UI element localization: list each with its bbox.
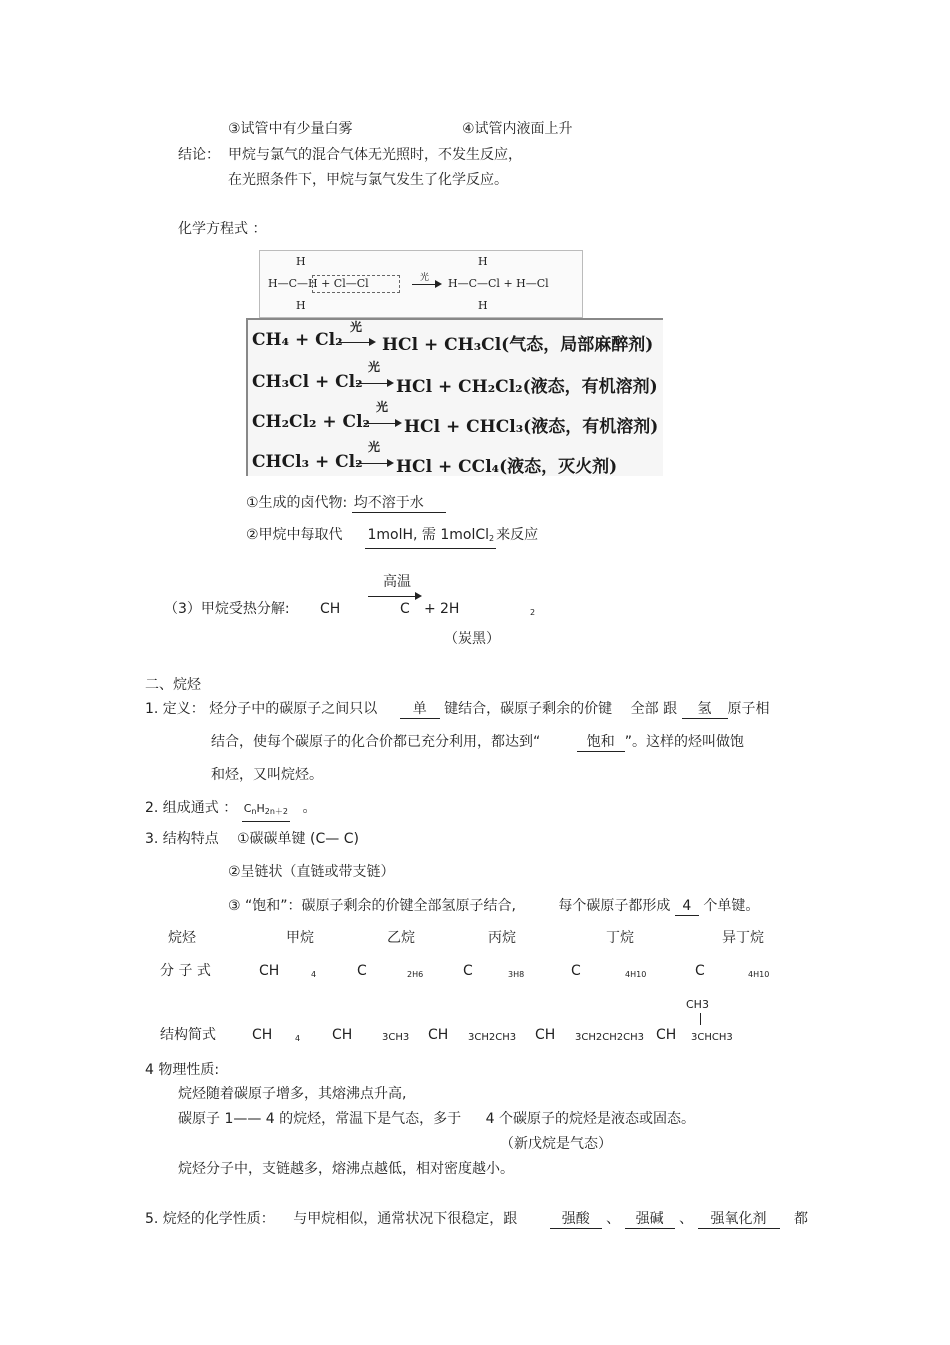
blank-strong-oxidant: 强氧化剂 bbox=[698, 1210, 780, 1229]
note-1-label: ①生成的卤代物: bbox=[246, 495, 348, 511]
struct-butane: CH bbox=[535, 1027, 556, 1043]
chem-tail: 都 bbox=[793, 1211, 808, 1227]
note-2 bbox=[246, 526, 538, 549]
chem-sep-1: 、 bbox=[606, 1211, 621, 1227]
mol-propane: C bbox=[463, 963, 473, 979]
blank-single: 单 bbox=[400, 700, 440, 719]
chem-text: 与甲烷相似，通常状况下很稳定，跟 bbox=[293, 1211, 518, 1227]
struct-propane: CH bbox=[428, 1027, 449, 1043]
eq3-cond: 光 bbox=[376, 400, 389, 414]
observation-4: ④试管内液面上升 bbox=[462, 121, 573, 137]
eq4-right: HCl + CCl₄(液态，灭火剂) bbox=[396, 457, 618, 477]
struct-ethane-rest: 3CH3 bbox=[382, 1032, 410, 1043]
phys-1: 烷烃随着碳原子增多，其熔沸点升高, bbox=[178, 1086, 407, 1102]
blank-strong-base: 强碱 bbox=[625, 1210, 675, 1229]
def-g: 和烃，又叫烷烃。 bbox=[211, 767, 323, 783]
struct-right-mid: H—C—Cl + H—Cl bbox=[448, 277, 549, 290]
struct-light: 光 bbox=[420, 273, 430, 283]
header-propane: 丙烷 bbox=[488, 930, 516, 946]
def-c: 全部 跟 bbox=[630, 701, 678, 717]
header-methane: 甲烷 bbox=[286, 930, 314, 946]
eq2-left: CH₃Cl + Cl₂ bbox=[252, 372, 363, 392]
struct-propane-rest: 3CH2CH3 bbox=[468, 1032, 517, 1043]
note-2-sub: 2 bbox=[489, 534, 495, 543]
def-b: 键结合，碳原子剩余的价键 bbox=[444, 701, 613, 717]
formula-2n2: 2n＋2 bbox=[264, 807, 289, 816]
definition-line-1 bbox=[145, 700, 770, 719]
def-label: 1. 定义： bbox=[145, 701, 205, 717]
formula-n: n bbox=[251, 807, 257, 816]
def-d: 原子相 bbox=[727, 701, 770, 717]
mol-isobutane-sub: 4H10 bbox=[748, 970, 770, 979]
note-2-value: 1molH, 需 1molCl bbox=[367, 527, 490, 543]
decomp-sub: 2 bbox=[530, 608, 536, 617]
blank-hydrogen: 氢 bbox=[682, 700, 728, 719]
decomp-product-c: C bbox=[400, 601, 410, 617]
struct-ethane: CH bbox=[332, 1027, 353, 1043]
phys-3: 烷烃分子中，支链越多，熔沸点越低，相对密度越小。 bbox=[178, 1161, 514, 1177]
formula-label: 2. 组成通式 ： bbox=[145, 800, 238, 816]
conclusion-line-2: 在光照条件下，甲烷与氯气发生了化学反应。 bbox=[228, 172, 508, 188]
eq3-left: CH₂Cl₂ + Cl₂ bbox=[252, 412, 370, 432]
eq4-cond: 光 bbox=[368, 440, 381, 454]
dashed-box bbox=[312, 275, 400, 293]
equation-label: 化学方程式 ： bbox=[178, 221, 267, 237]
eq3-right: HCl + CHCl₃(液态，有机溶剂) bbox=[404, 417, 659, 437]
blank-strong-acid: 强酸 bbox=[550, 1210, 602, 1229]
eq3-arrow bbox=[364, 423, 400, 424]
struct-isobutane-rest: 3CHCH3 bbox=[691, 1032, 733, 1043]
mol-methane-sub: 4 bbox=[311, 970, 317, 979]
struct-3c: 个单键。 bbox=[703, 898, 760, 914]
phys-title: 4 物理性质: bbox=[145, 1062, 220, 1078]
formula-end: 。 bbox=[302, 800, 317, 816]
struct-1: ①碳碳单键 (C— C) bbox=[237, 831, 359, 847]
struct-3a: ③ “饱和”：碳原子剩余的价键全部氢原子结合, bbox=[228, 898, 516, 914]
definition-line-2 bbox=[211, 733, 744, 752]
branch-bond bbox=[700, 1013, 701, 1025]
equation-2 bbox=[252, 372, 363, 392]
mol-propane-sub: 3H8 bbox=[508, 970, 525, 979]
molecular-formula-label: 分 子 式 bbox=[160, 963, 211, 979]
decomp-label: （3）甲烷受热分解: bbox=[164, 601, 290, 617]
substitution-equations-figure bbox=[246, 318, 663, 476]
decomp-note: （炭黑） bbox=[444, 631, 500, 647]
eq1-arrow bbox=[338, 342, 374, 343]
mol-isobutane: C bbox=[695, 963, 705, 979]
eq2-cond: 光 bbox=[368, 360, 381, 374]
chem-sep-2: 、 bbox=[679, 1211, 694, 1227]
mol-butane: C bbox=[571, 963, 581, 979]
phys-2b: 4 个碳原子的烷烃是液态或固态。 bbox=[485, 1111, 695, 1127]
struct-butane-rest: 3CH2CH2CH3 bbox=[575, 1032, 644, 1043]
structural-equation-figure bbox=[259, 250, 583, 318]
struct-2: ②呈链状（直链或带支链） bbox=[228, 864, 395, 880]
def-e: 结合，使每个碳原子的化合价都已充分利用，都达到“ bbox=[211, 734, 541, 750]
header-ethane: 乙烷 bbox=[387, 930, 415, 946]
struct-arrow bbox=[412, 284, 440, 285]
formula-value bbox=[242, 800, 290, 822]
note-2-tail: 来反应 bbox=[496, 527, 539, 543]
header-alkane: 烷烃 bbox=[168, 930, 196, 946]
branch-ch3: CH3 bbox=[686, 998, 709, 1011]
eq1-right: HCl + CH₃Cl(气态，局部麻醉剂) bbox=[382, 335, 654, 355]
mol-ethane-sub: 2H6 bbox=[407, 970, 424, 979]
struct-methane: CH bbox=[252, 1027, 273, 1043]
blank-four: 4 bbox=[675, 897, 699, 916]
eq4-arrow bbox=[356, 463, 392, 464]
note-1-value: 均不溶于水 bbox=[352, 494, 446, 513]
decomp-plus: + bbox=[424, 601, 436, 617]
formula-h: H bbox=[256, 802, 265, 815]
general-formula bbox=[145, 799, 316, 822]
eq2-right: HCl + CH₂Cl₂(液态，有机溶剂) bbox=[396, 377, 658, 397]
struct-right-top-h: H bbox=[478, 255, 488, 268]
structural-formula-label: 结构简式 bbox=[160, 1027, 216, 1043]
mol-ethane: C bbox=[357, 963, 367, 979]
formula-c: C bbox=[243, 802, 252, 815]
note-2-value-wrap bbox=[365, 526, 496, 549]
equation-1 bbox=[252, 330, 343, 350]
decomp-reactant: CH bbox=[320, 601, 341, 617]
conclusion-line-1: 甲烷与氯气的混合气体无光照时，不发生反应， bbox=[228, 147, 522, 163]
observation-3: ③试管中有少量白雾 bbox=[228, 121, 353, 137]
conclusion-label: 结论： bbox=[178, 147, 220, 163]
eq1-cond: 光 bbox=[350, 320, 363, 334]
decomp-cond: 高温 bbox=[383, 574, 411, 590]
struct-3 bbox=[228, 897, 759, 916]
struct-left-top-h: H bbox=[296, 255, 306, 268]
phys-2 bbox=[178, 1110, 695, 1128]
header-isobutane: 异丁烷 bbox=[722, 930, 764, 946]
equation-4 bbox=[252, 452, 363, 472]
struct-3b: 每个碳原子都形成 bbox=[558, 898, 671, 914]
equation-3 bbox=[252, 412, 370, 432]
phys-note: （新戊烷是气态） bbox=[500, 1136, 612, 1152]
eq1-left: CH₄ + Cl₂ bbox=[252, 330, 343, 350]
decomp-arrow bbox=[368, 596, 420, 597]
struct-isobutane: CH bbox=[656, 1027, 677, 1043]
struct-right-bot-h: H bbox=[478, 299, 488, 312]
def-a: 烃分子中的碳原子之间只以 bbox=[209, 701, 378, 717]
decomp-product-h: 2H bbox=[440, 601, 460, 617]
mol-butane-sub: 4H10 bbox=[625, 970, 647, 979]
chem-line bbox=[145, 1210, 808, 1229]
struct-left-formula: H—C—H + Cl—Cl bbox=[268, 277, 369, 290]
chem-label: 5. 烷烃的化学性质： bbox=[145, 1211, 275, 1227]
header-butane: 丁烷 bbox=[606, 930, 634, 946]
struct-methane-sub: 4 bbox=[295, 1034, 301, 1043]
phys-2a: 碳原子 1—— 4 的烷烃，常温下是气态，多于 bbox=[178, 1111, 462, 1127]
struct-left-bot-h: H bbox=[296, 299, 306, 312]
note-2-label: ②甲烷中每取代 bbox=[246, 527, 343, 543]
section-title: 二、烷烃 bbox=[145, 677, 201, 693]
mol-methane: CH bbox=[259, 963, 280, 979]
struct-label: 3. 结构特点 bbox=[145, 831, 219, 847]
def-f: ”。这样的烃叫做饱 bbox=[624, 734, 744, 750]
blank-saturated: 饱和 bbox=[577, 733, 625, 752]
note-1 bbox=[246, 494, 446, 513]
eq2-arrow bbox=[356, 383, 392, 384]
eq4-left: CHCl₃ + Cl₂ bbox=[252, 452, 363, 472]
